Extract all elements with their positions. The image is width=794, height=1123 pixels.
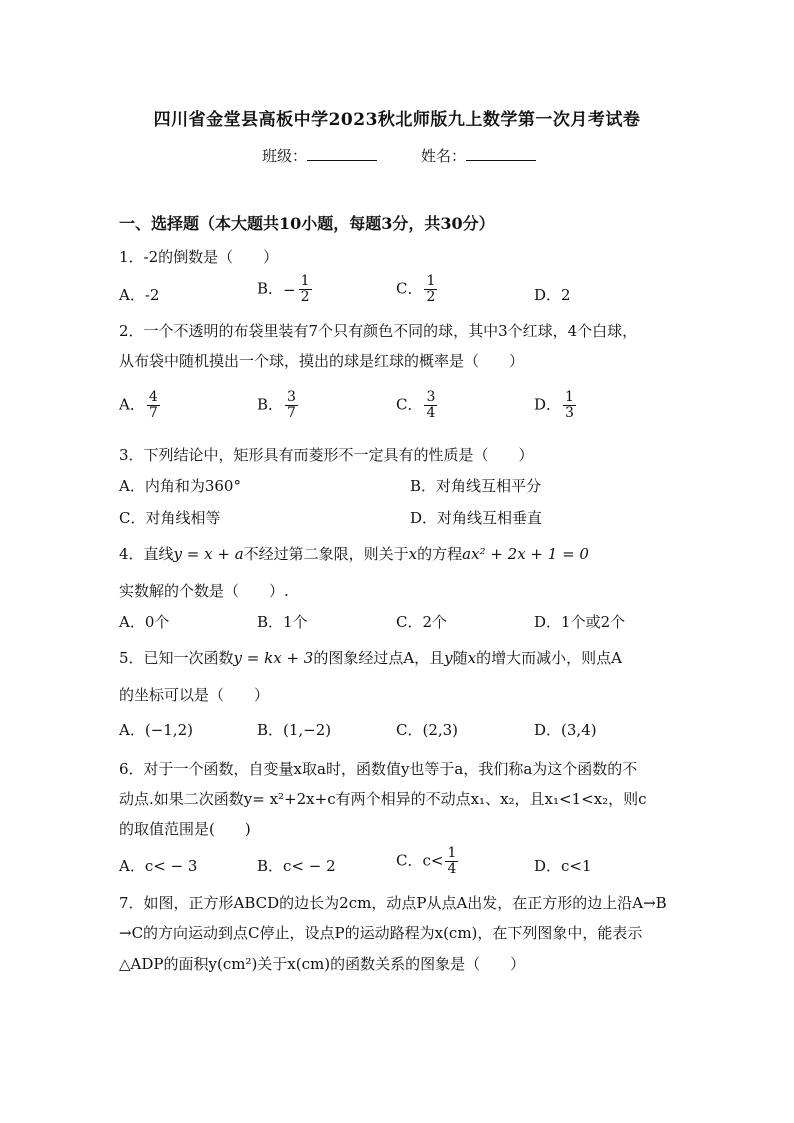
class-label: 班级：	[262, 147, 308, 165]
q3-option-b: B．对角线互相平分	[410, 477, 542, 495]
exam-title: 四川省金堂县高板中学2023秋北师版九上数学第一次月考试卷	[153, 110, 641, 130]
q5-option-d: D．(3,4)	[534, 721, 597, 739]
q3-option-a: A．内角和为360°	[119, 477, 241, 495]
q2-option-a: A． $\frac{4}{7}$	[119, 389, 158, 421]
q1-option-c: C． $\frac{1}{2}$	[396, 273, 436, 305]
name-blank[interactable]	[466, 146, 536, 161]
q1-option-a: A．-2	[119, 286, 160, 304]
q5-linear-function: y = kx + 3	[233, 649, 314, 667]
question-4-stem-line1: 4．直线y = x + a不经过第二象限，则关于x的方程ax² + 2x + 1 = 0	[119, 545, 589, 563]
question-5-stem-line1: 5．已知一次函数y = kx + 3的图象经过点A，且y随x的增大而减小，则点A	[119, 649, 622, 667]
question-1-stem: 1．-2的倒数是（ ）	[119, 248, 279, 266]
question-4-stem-line2: 实数解的个数是（ ）.	[119, 582, 289, 600]
question-2-stem-line1: 2．一个不透明的布袋里装有7个只有颜色不同的球，其中3个红球，4个白球，	[119, 322, 638, 340]
question-7-stem-line3: △ADP的面积y(cm²)关于x(cm)的函数关系的图象是（ ）	[119, 955, 526, 973]
question-6-stem-line1: 6．对于一个函数，自变量x取a时，函数值y也等于a，我们称a为这个函数的不	[119, 760, 638, 778]
section-heading: 一、选择题（本大题共10小题，每题3分，共30分）	[119, 214, 495, 233]
q5-option-b: B．(1,−2)	[257, 721, 332, 739]
q4-quadratic-equation: ax² + 2x + 1 = 0	[462, 545, 589, 563]
q3-option-d: D．对角线互相垂直	[410, 509, 543, 527]
q4-option-b: B．1个	[257, 613, 308, 631]
q2-option-d: D． $\frac{1}{3}$	[534, 389, 574, 421]
q5-option-c: C．(2,3)	[396, 721, 459, 739]
q2-option-b: B． $\frac{3}{7}$	[257, 389, 296, 421]
q4-line-equation: y = x + a	[173, 545, 244, 563]
q6-option-d: D．c<1	[534, 857, 592, 875]
q4-option-a: A．0个	[119, 613, 170, 631]
student-info-fields	[262, 145, 536, 166]
q1-option-b: B．− $\frac{1}{2}$	[257, 273, 310, 305]
question-6-stem-line2: 动点.如果二次函数y= x²+2x+c有两个相异的不动点x₁、x₂，且x₁<1<x₂，则c	[119, 790, 647, 808]
question-6-stem-line3: 的取值范围是( )	[119, 820, 251, 838]
q4-option-c: C．2个	[396, 613, 448, 631]
question-5-stem-line2: 的坐标可以是（ ）	[119, 686, 270, 704]
name-label: 姓名：	[421, 147, 467, 165]
q6-option-a: A．c< − 3	[119, 857, 198, 875]
question-7-stem-line2: →C的方向运动到点C停止，设点P的运动路程为x(cm)，在下列图象中，能表示	[119, 924, 643, 942]
question-7-stem-line1: 7．如图，正方形ABCD的边长为2cm，动点P从点A出发，在正方形的边上沿A→B	[119, 894, 667, 912]
q4-option-d: D．1个或2个	[534, 613, 626, 631]
q6-option-b: B．c< − 2	[257, 857, 336, 875]
question-2-stem-line2: 从布袋中随机摸出一个球，摸出的球是红球的概率是（ ）	[119, 352, 525, 370]
q2-option-c: C． $\frac{3}{4}$	[396, 389, 436, 421]
q3-option-c: C．对角线相等	[119, 509, 221, 527]
q5-option-a: A．(−1,2)	[119, 721, 193, 739]
class-blank[interactable]	[307, 146, 377, 161]
q6-option-c: C．c< $\frac{1}{4}$	[396, 845, 457, 877]
q1-option-d: D．2	[534, 286, 571, 304]
question-3-stem: 3．下列结论中，矩形具有而菱形不一定具有的性质是（ ）	[119, 446, 534, 464]
